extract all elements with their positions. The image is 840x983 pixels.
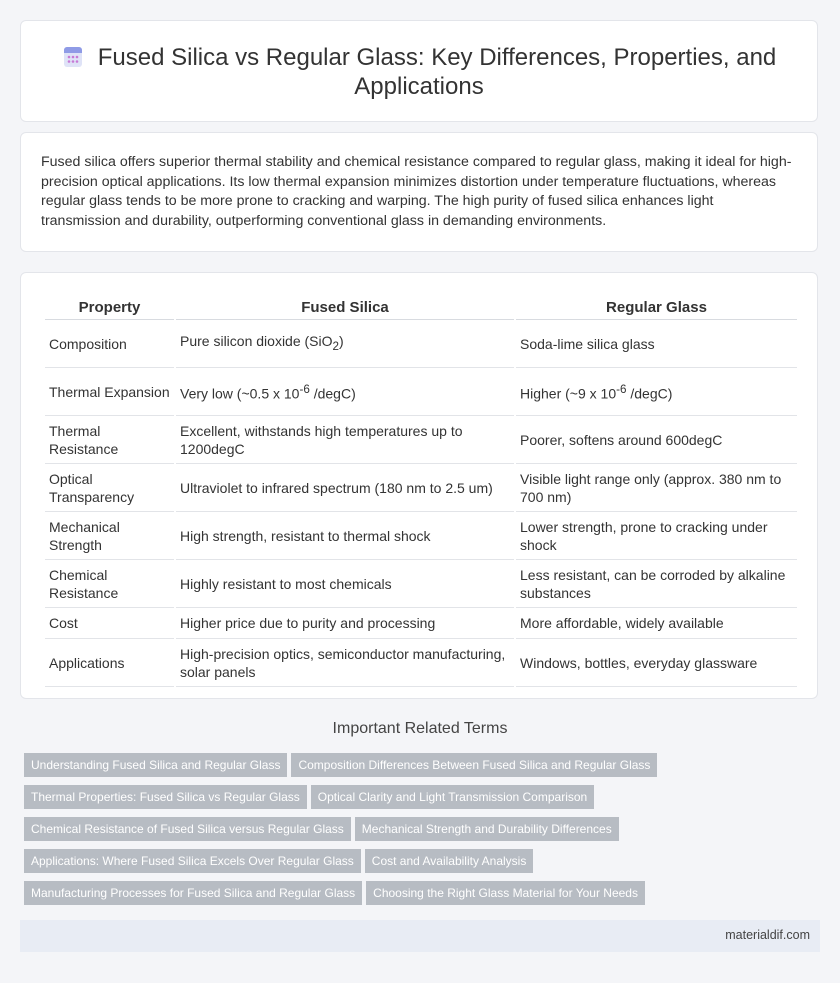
- related-term-link[interactable]: Choosing the Right Glass Material for Your Needs: [366, 881, 645, 905]
- property-cell: Mechanical Strength: [45, 512, 174, 560]
- property-cell: Thermal Resistance: [45, 416, 174, 464]
- regular-glass-cell: Higher (~9 x $10^{-6}$ /degC): [516, 368, 797, 416]
- property-cell: Applications: [45, 639, 174, 687]
- comparison-table-card: [20, 272, 818, 699]
- intro-paragraph: Fused silica offers superior thermal stability and chemical resistance compared to regular glass, making it ideal for high-precision optical applications. Its low thermal expansion minimizes distortion under temperature fluctuations, whereas regular glass tends to be more prone to cracking and warping. The high purity of fused silica enhances light transmission and durability, outperforming conventional glass in demanding environments.: [41, 154, 792, 229]
- table-row: [45, 368, 797, 416]
- table-row: [45, 416, 797, 464]
- document-icon: [62, 46, 84, 68]
- fused-silica-cell: Higher price due to purity and processing: [176, 608, 514, 639]
- regular-glass-cell: Lower strength, prone to cracking under shock: [516, 512, 797, 560]
- related-terms-heading: Important Related Terms: [332, 720, 508, 737]
- column-header-property: Property: [45, 297, 174, 320]
- table-header-row: [45, 297, 797, 320]
- property-cell: Cost: [45, 608, 174, 639]
- fused-silica-cell: High strength, resistant to thermal shock: [176, 512, 514, 560]
- regular-glass-cell: Less resistant, can be corroded by alkaline substances: [516, 560, 797, 608]
- table-row: [45, 512, 797, 560]
- page-title: Fused Silica vs Regular Glass: Key Differences, Properties, and Applications: [97, 44, 777, 100]
- fused-silica-cell: Highly resistant to most chemicals: [176, 560, 514, 608]
- related-term-link[interactable]: Composition Differences Between Fused Silica and Regular Glass: [291, 753, 657, 777]
- related-term-link[interactable]: Understanding Fused Silica and Regular Glass: [24, 753, 287, 777]
- fused-silica-cell: Pure silicon dioxide (SiO$_2$): [176, 320, 514, 368]
- property-cell: Thermal Expansion: [45, 368, 174, 416]
- related-term-link[interactable]: Mechanical Strength and Durability Differences: [355, 817, 619, 841]
- related-term-link[interactable]: Manufacturing Processes for Fused Silica and Regular Glass: [24, 881, 362, 905]
- related-term-link[interactable]: Applications: Where Fused Silica Excels Over Regular Glass: [24, 849, 361, 873]
- footer-site-link[interactable]: materialdif.com: [725, 928, 810, 942]
- property-cell: Optical Transparency: [45, 464, 174, 512]
- related-terms-list: [24, 753, 664, 913]
- table-row: [45, 639, 797, 687]
- footer: [20, 920, 820, 952]
- header: [21, 43, 817, 101]
- fused-silica-cell: High-precision optics, semiconductor manufacturing, solar panels: [176, 639, 514, 687]
- table-row: [45, 320, 797, 368]
- column-header-regular-glass: Regular Glass: [516, 297, 797, 320]
- regular-glass-cell: More affordable, widely available: [516, 608, 797, 639]
- fused-silica-cell: Very low (~0.5 x $10^{-6}$ /degC): [176, 368, 514, 416]
- fused-silica-cell: Ultraviolet to infrared spectrum (180 nm to 2.5 um): [176, 464, 514, 512]
- regular-glass-cell: Poorer, softens around 600degC: [516, 416, 797, 464]
- related-term-link[interactable]: Thermal Properties: Fused Silica vs Regular Glass: [24, 785, 307, 809]
- regular-glass-cell: Soda-lime silica glass: [516, 320, 797, 368]
- table-row: [45, 464, 797, 512]
- regular-glass-cell: Windows, bottles, everyday glassware: [516, 639, 797, 687]
- intro-card: [20, 132, 818, 252]
- property-cell: Chemical Resistance: [45, 560, 174, 608]
- fused-silica-cell: Excellent, withstands high temperatures up to 1200degC: [176, 416, 514, 464]
- related-term-link[interactable]: Optical Clarity and Light Transmission Comparison: [311, 785, 594, 809]
- related-term-link[interactable]: Chemical Resistance of Fused Silica versus Regular Glass: [24, 817, 351, 841]
- column-header-fused-silica: Fused Silica: [176, 297, 514, 320]
- regular-glass-cell: Visible light range only (approx. 380 nm to 700 nm): [516, 464, 797, 512]
- comparison-table: [43, 297, 799, 687]
- table-row: [45, 560, 797, 608]
- property-cell: Composition: [45, 320, 174, 368]
- header-card: [20, 20, 818, 122]
- table-row: [45, 608, 797, 639]
- related-term-link[interactable]: Cost and Availability Analysis: [365, 849, 534, 873]
